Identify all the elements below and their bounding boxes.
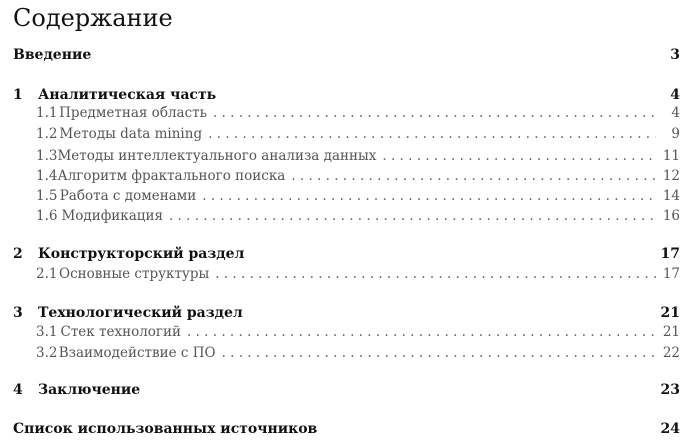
toc-entry-label: Стек технологий xyxy=(60,324,181,340)
toc-entry-label: Заключение xyxy=(38,382,141,398)
toc-entry-number: 3.1 xyxy=(36,324,58,340)
toc-entry-references[interactable] xyxy=(13,420,680,438)
toc-entry-label: Работа с доменами xyxy=(59,188,197,204)
toc-entry-page: 4 xyxy=(670,87,680,103)
toc-leader-dots xyxy=(222,344,656,362)
toc-entry-label: Технологический раздел xyxy=(38,305,243,321)
toc-leader-dots xyxy=(202,187,656,205)
toc-entry-label: Основные структуры xyxy=(59,266,210,282)
toc-entry-chapter-1[interactable] xyxy=(13,86,680,104)
toc-entry-section-3-1[interactable] xyxy=(13,323,680,341)
toc-entry-chapter-4[interactable] xyxy=(13,381,680,399)
toc-entry-number: 1.1 xyxy=(36,105,58,121)
toc-entry-number: 1.6 xyxy=(36,208,58,224)
toc-entry-page: 16 xyxy=(662,208,680,224)
toc-entry-page: 23 xyxy=(660,382,680,398)
toc-entry-number: 1.2 xyxy=(36,126,58,142)
toc-entry-section-2-1[interactable] xyxy=(13,265,680,283)
toc-entry-label: Методы data mining xyxy=(59,126,203,142)
toc-title: Содержание xyxy=(13,4,173,32)
toc-entry-label: Модификация xyxy=(61,208,163,224)
toc-entry-number: 3.2 xyxy=(36,345,58,361)
toc-entry-page: 12 xyxy=(662,168,680,184)
toc-entry-chapter-3[interactable] xyxy=(13,304,680,322)
toc-entry-page: 17 xyxy=(662,266,680,282)
toc-leader-dots xyxy=(187,323,656,341)
toc-entry-page: 21 xyxy=(660,305,680,321)
toc-entry-label: Список использованных источников xyxy=(13,421,318,437)
toc-entry-chapter-2[interactable] xyxy=(13,245,680,263)
toc-entry-page: 14 xyxy=(662,188,680,204)
toc-entry-label: Введение xyxy=(13,47,92,63)
toc-entry-number: 1.5 xyxy=(36,188,58,204)
toc-entry-page: 21 xyxy=(662,324,680,340)
toc-entry-number: 1 xyxy=(13,87,23,103)
toc-entry-page: 11 xyxy=(662,148,680,164)
toc-leader-dots xyxy=(382,147,656,165)
toc-entry-page: 17 xyxy=(660,246,680,262)
toc-entry-page: 9 xyxy=(671,126,680,142)
toc-entry-number: 2.1 xyxy=(36,266,58,282)
toc-entry-section-3-2[interactable] xyxy=(13,344,680,362)
toc-entry-introduction[interactable] xyxy=(13,46,680,64)
toc-entry-page: 24 xyxy=(660,421,680,437)
toc-entry-number: 3 xyxy=(13,305,23,321)
toc-leader-dots xyxy=(213,104,656,122)
toc-entry-number: 4 xyxy=(13,382,23,398)
toc-leader-dots xyxy=(291,167,656,185)
toc-entry-label: Методы интеллектуального анализа данных xyxy=(57,148,377,164)
toc-entry-section-1-2[interactable] xyxy=(13,125,680,143)
toc-entry-page: 22 xyxy=(662,345,680,361)
toc-leader-dots xyxy=(215,265,656,283)
toc-leader-dots xyxy=(208,125,656,143)
toc-entry-section-1-4[interactable] xyxy=(13,167,680,185)
toc-leader-dots xyxy=(169,207,656,225)
toc-entry-page: 4 xyxy=(671,105,680,121)
toc-entry-number: 1.4 xyxy=(36,168,58,184)
toc-entry-section-1-5[interactable] xyxy=(13,187,680,205)
toc-entry-number: 2 xyxy=(13,246,23,262)
toc-entry-label: Взаимодействие с ПО xyxy=(58,345,216,361)
toc-entry-section-1-1[interactable] xyxy=(13,104,680,122)
toc-entry-label: Предметная область xyxy=(59,105,207,121)
toc-entry-page: 3 xyxy=(670,47,680,63)
toc-entry-section-1-3[interactable] xyxy=(13,147,680,165)
toc-entry-section-1-6[interactable] xyxy=(13,207,680,225)
toc-entry-label: Алгоритм фрактального поиска xyxy=(57,168,286,184)
toc-entry-label: Конструкторский раздел xyxy=(38,246,245,262)
toc-entry-label: Аналитическая часть xyxy=(38,87,217,103)
toc-entry-number: 1.3 xyxy=(36,148,58,164)
